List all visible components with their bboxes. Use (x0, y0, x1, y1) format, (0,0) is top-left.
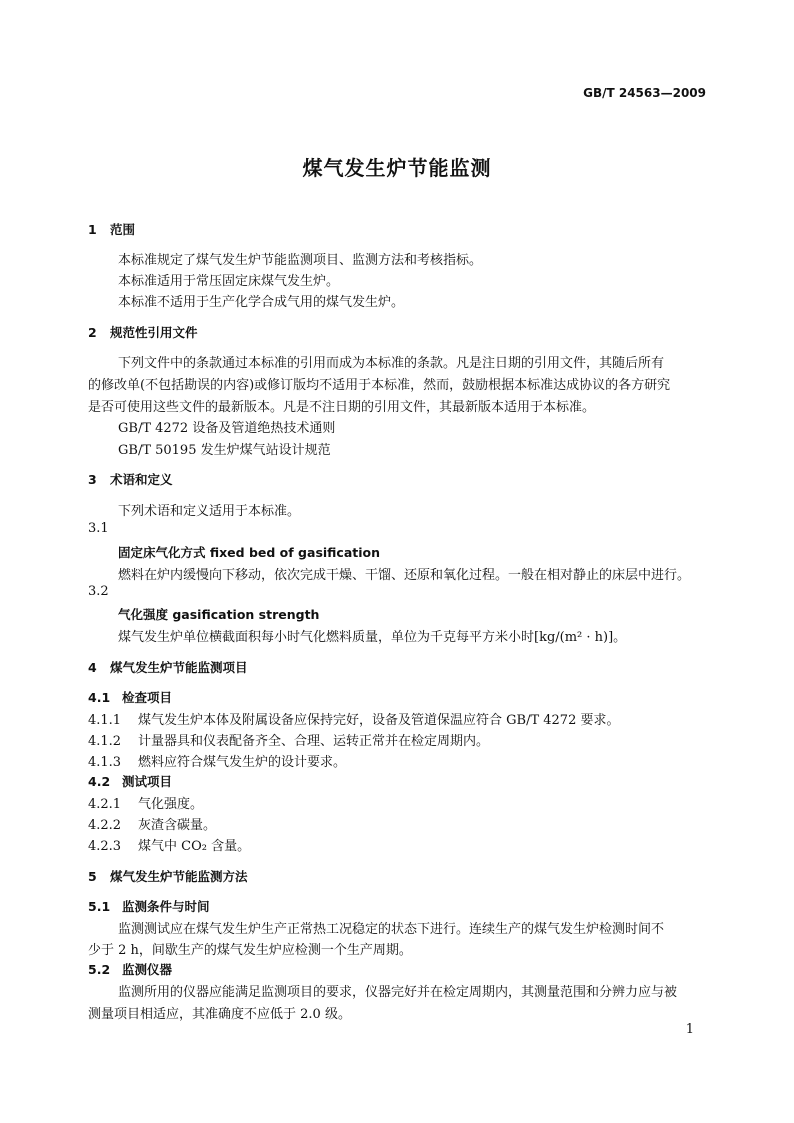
clause-text: 灰渣含碳量。 (138, 818, 217, 833)
section-4-heading (88, 658, 248, 676)
section-3-heading (88, 470, 173, 488)
reference-item: GB/T 50195 发生炉煤气站设计规范 (118, 443, 331, 458)
term-number: 3.1 (88, 521, 109, 536)
clause-text: 气化强度。 (138, 797, 204, 812)
clause-item (88, 793, 203, 812)
term-heading: 固定床气化方式 fixed bed of gasification (118, 545, 381, 560)
clause-item (88, 814, 216, 833)
paragraph: 下列文件中的条款通过本标准的引用而成为本标准的条款。凡是注日期的引用文件，其随后所有 (118, 356, 665, 371)
document-title: 煤气发生炉节能监测 (302, 156, 492, 180)
subsection-number: 5.1 (88, 899, 111, 914)
clause-text: 燃料应符合煤气发生炉的设计要求。 (138, 755, 347, 770)
term-definition: 煤气发生炉单位横截面积每小时气化燃料质量，单位为千克每平方米小时[kg/(m² · h)]。 (118, 630, 627, 645)
subsection-heading (88, 960, 172, 978)
section-title: 范围 (110, 222, 136, 237)
clause-item (88, 751, 346, 770)
section-number: 3 (88, 472, 97, 487)
section-number: 5 (88, 869, 97, 884)
subsection-title: 监测条件与时间 (122, 899, 210, 914)
subsection-number: 4.1 (88, 690, 111, 705)
subsection-title: 测试项目 (122, 774, 173, 789)
clause-item (88, 835, 250, 854)
section-number: 2 (88, 325, 97, 340)
subsection-number: 5.2 (88, 962, 111, 977)
clause-number: 4.1.1 (88, 713, 122, 728)
clause-number: 4.2.3 (88, 839, 122, 854)
section-number: 4 (88, 660, 97, 675)
standard-number: GB/T 24563—2009 (583, 86, 706, 100)
clause-text: 计量器具和仪表配备齐全、合理、运转正常并在检定周期内。 (138, 734, 490, 749)
clause-text: 煤气中 CO₂ 含量。 (138, 839, 251, 854)
section-5-heading (88, 867, 248, 885)
subsection-heading (88, 772, 172, 790)
paragraph: 监测所用的仪器应能满足监测项目的要求，仪器完好并在检定周期内，其测量范围和分辨力应与被 (118, 985, 678, 1000)
section-2-heading (88, 323, 198, 341)
clause-text: 煤气发生炉本体及附属设备应保持完好，设备及管道保温应符合 GB/T 4272 要求。 (138, 713, 620, 728)
subsection-heading (88, 688, 172, 706)
clause-item (88, 709, 619, 728)
paragraph: 本标准适用于常压固定床煤气发生炉。 (118, 274, 340, 289)
clause-number: 4.2.2 (88, 818, 122, 833)
term-number: 3.2 (88, 584, 109, 599)
section-title: 术语和定义 (110, 472, 173, 487)
paragraph: 是否可使用这些文件的最新版本。凡是不注日期的引用文件，其最新版本适用于本标准。 (88, 400, 596, 415)
paragraph: 少于 2 h，间歇生产的煤气发生炉应检测一个生产周期。 (88, 943, 412, 958)
paragraph: 监测测试应在煤气发生炉生产正常热工况稳定的状态下进行。连续生产的煤气发生炉检测时间不 (118, 922, 665, 937)
clause-item (88, 730, 489, 749)
term-definition: 燃料在炉内缓慢向下移动，依次完成干燥、干馏、还原和氧化过程。一般在相对静止的床层中进行。 (118, 568, 691, 583)
subsection-number: 4.2 (88, 774, 111, 789)
clause-number: 4.2.1 (88, 797, 122, 812)
subsection-title: 检查项目 (122, 690, 173, 705)
reference-item: GB/T 4272 设备及管道绝热技术通则 (118, 421, 336, 436)
term-heading: 气化强度 gasification strength (118, 607, 320, 622)
paragraph: 本标准不适用于生产化学合成气用的煤气发生炉。 (118, 295, 405, 310)
subsection-heading (88, 897, 210, 915)
section-1-heading (88, 220, 135, 238)
clause-number: 4.1.3 (88, 755, 122, 770)
section-title: 煤气发生炉节能监测项目 (110, 660, 248, 675)
page-number: 1 (685, 1022, 694, 1037)
paragraph: 本标准规定了煤气发生炉节能监测项目、监测方法和考核指标。 (118, 253, 483, 268)
section-number: 1 (88, 222, 97, 237)
clause-number: 4.1.2 (88, 734, 122, 749)
section-title: 规范性引用文件 (110, 325, 198, 340)
section-title: 煤气发生炉节能监测方法 (110, 869, 248, 884)
paragraph: 下列术语和定义适用于本标准。 (118, 504, 301, 519)
subsection-title: 监测仪器 (122, 962, 173, 977)
paragraph: 的修改单(不包括勘误的内容)或修订版均不适用于本标准，然而，鼓励根据本标准达成协议的各方研究 (88, 378, 671, 393)
paragraph: 测量项目相适应，其准确度不应低于 2.0 级。 (88, 1007, 351, 1022)
